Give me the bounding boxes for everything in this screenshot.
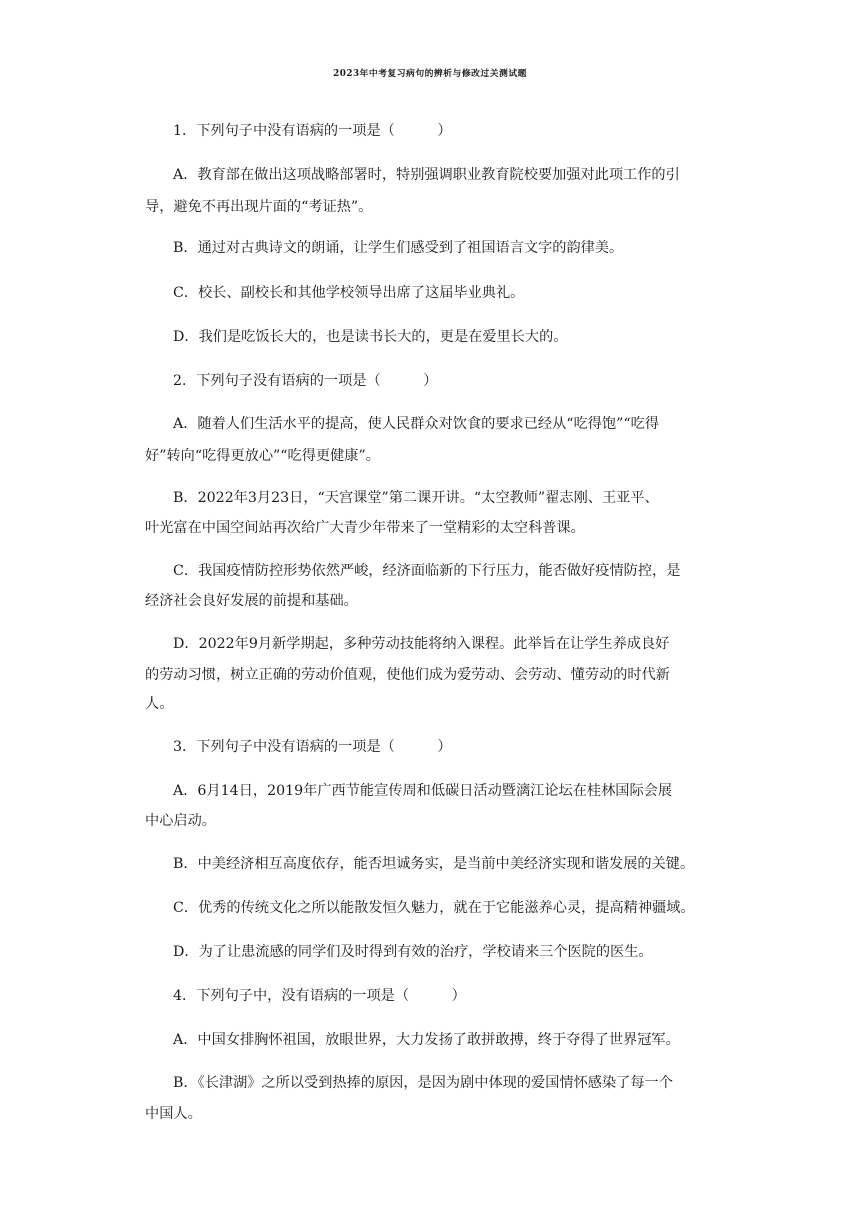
question-2-option-a-line-2: 好”转向“吃得更放心”“吃得更健康”。 xyxy=(145,448,380,464)
document-title: 2023年中考复习病句的辨析与修改过关测试题 xyxy=(333,69,527,79)
question-2-option-d-line-2: 的劳动习惯，树立正确的劳动价值观，使他们成为爱劳动、会劳动、懂劳动的时代新 xyxy=(145,667,670,683)
question-2-option-a-line-1: A．随着人们生活水平的提高，使人民群众对饮食的要求已经从“吃得饱”“吃得 xyxy=(173,416,660,432)
question-4-option-a: A．中国女排胸怀祖国，放眼世界，大力发扬了敢拼敢搏，终于夺得了世界冠军。 xyxy=(173,1032,680,1048)
question-4-option-b-line-2: 中国人。 xyxy=(145,1106,202,1122)
question-1-option-d: D．我们是吃饭长大的，也是读书长大的，更是在爱里长大的。 xyxy=(173,329,568,345)
question-3-option-c: C．优秀的传统文化之所以能散发恒久魅力，就在于它能滋养心灵，提高精神疆域。 xyxy=(173,900,695,916)
question-4-stem: 4．下列句子中，没有语病的一项是（ ） xyxy=(173,988,466,1004)
question-2-option-d-line-1: D．2022年9月新学期起，多种劳动技能将纳入课程。此举旨在让学生养成良好 xyxy=(173,636,670,652)
question-2-option-c-line-2: 经济社会良好发展的前提和基础。 xyxy=(145,593,358,609)
question-2-option-c-line-1: C．我国疫情防控形势依然严峻，经济面临新的下行压力，能否做好疫情防控，是 xyxy=(173,563,681,579)
question-2-option-b-line-2: 叶光富在中国空间站再次给广大青少年带来了一堂精彩的太空科普课。 xyxy=(145,520,585,536)
question-1-option-c: C．校长、副校长和其他学校领导出席了这届毕业典礼。 xyxy=(173,285,525,301)
question-1-option-a-line-1: A．教育部在做出这项战略部署时，特别强调职业教育院校要加强对此项工作的引 xyxy=(173,167,680,183)
question-2-option-d-line-3: 人。 xyxy=(145,696,174,712)
question-4-option-b-line-1: B．《长津湖》之所以受到热捧的原因，是因为剧中体现的爱国情怀感染了每一个 xyxy=(173,1075,673,1091)
question-1-option-a-line-2: 导，避免不再出现片面的“考证热”。 xyxy=(145,199,373,215)
question-3-option-d: D．为了让患流感的同学们及时得到有效的治疗，学校请来三个医院的医生。 xyxy=(173,944,653,960)
question-2-option-b-line-1: B．2022年3月23日，“天宫课堂”第二课开讲。“太空教师”翟志刚、王亚平、 xyxy=(173,490,659,506)
question-2-stem: 2．下列句子没有语病的一项是（ ） xyxy=(173,373,438,389)
question-1-option-b: B．通过对古典诗文的朗诵，让学生们感受到了祖国语言文字的韵律美。 xyxy=(173,240,624,256)
question-3-option-a-line-1: A．6月14日，2019年广西节能宣传周和低碳日活动暨漓江论坛在桂林国际会展 xyxy=(173,783,673,799)
question-3-stem: 3．下列句子中没有语病的一项是（ ） xyxy=(173,739,452,755)
question-3-option-a-line-2: 中心启动。 xyxy=(145,813,216,829)
question-3-option-b: B．中美经济相互高度依存，能否坦诚务实，是当前中美经济实现和谐发展的关键。 xyxy=(173,856,695,872)
question-1-stem: 1．下列句子中没有语病的一项是（ ） xyxy=(173,123,452,139)
